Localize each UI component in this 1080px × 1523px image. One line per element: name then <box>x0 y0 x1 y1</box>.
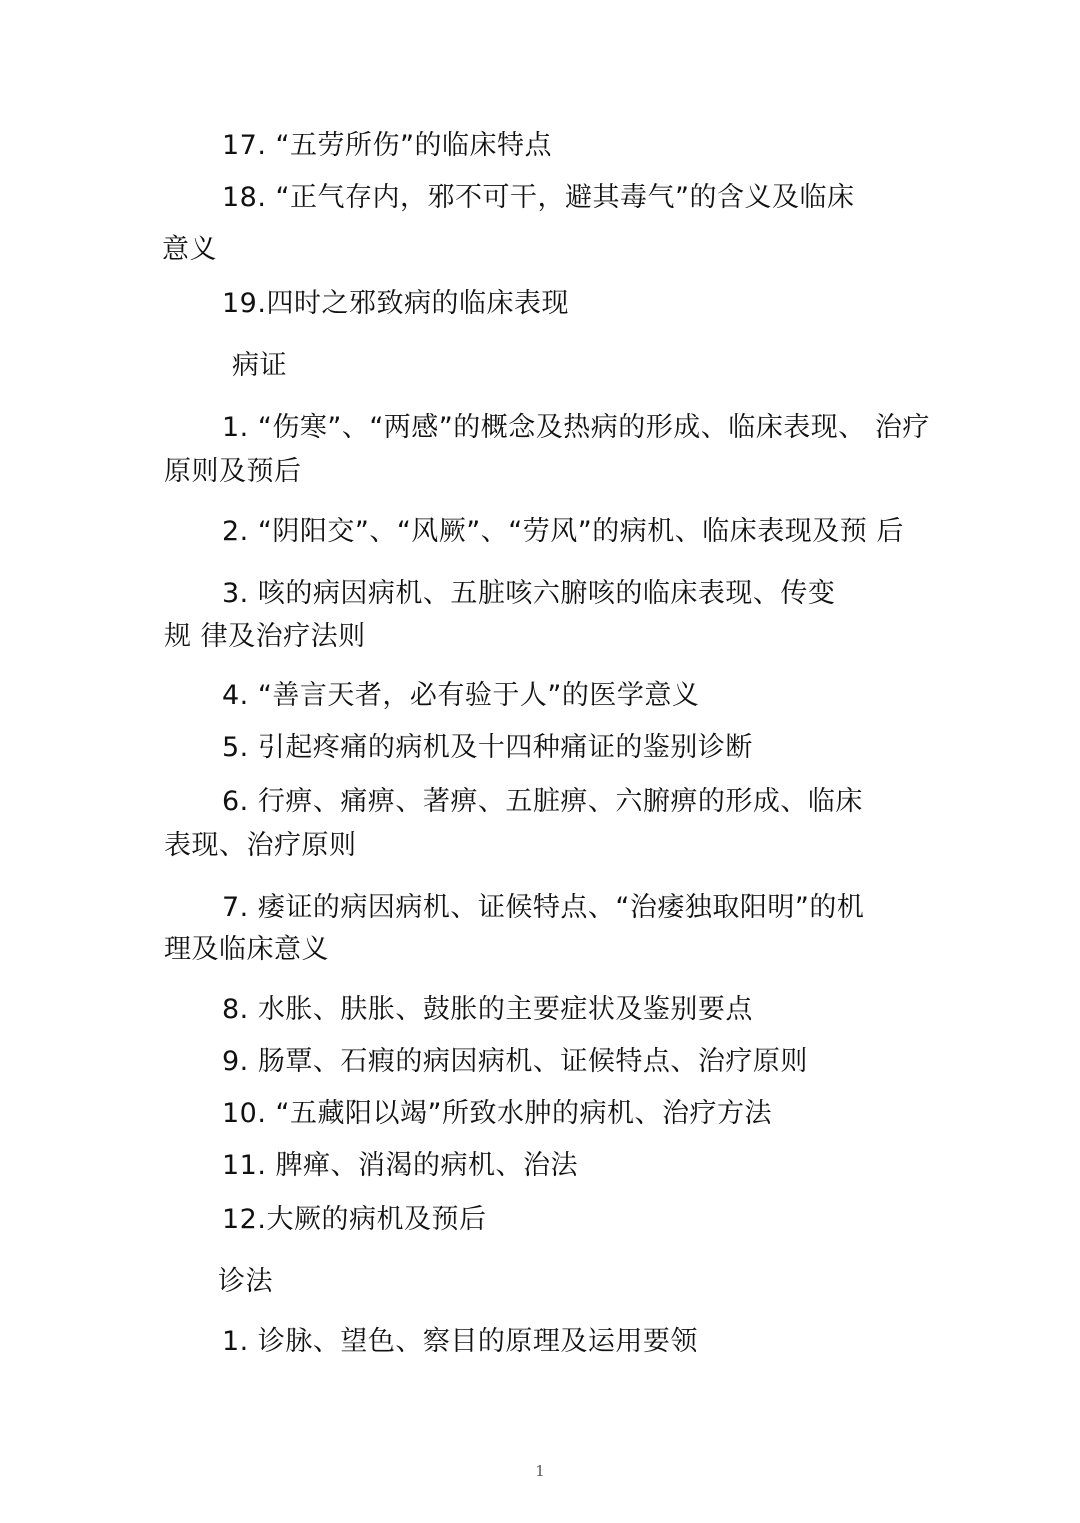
bingzheng-item-6-continuation: 表现、治疗原则 <box>164 830 357 861</box>
bingzheng-item-10-line: 10. “五藏阳以竭”所致水肿的病机、治疗方法 <box>222 1098 772 1129</box>
bingzheng-item-4-line: 4. “善言天者，必有验于人”的医学意义 <box>222 680 700 711</box>
bingzheng-item-2-line: 2. “阴阳交”、“风厥”、“劳风”的病机、临床表现及预 后 <box>222 516 904 547</box>
item-18-line: 18. “正气存内，邪不可干，避其毒气”的含义及临床 <box>222 182 855 213</box>
bingzheng-item-8-line: 8. 水胀、肤胀、鼓胀的主要症状及鉴别要点 <box>222 994 753 1025</box>
bingzheng-item-11-line: 11. 脾瘅、消渴的病机、治法 <box>222 1150 579 1181</box>
bingzheng-item-6-line: 6. 行痹、痛痹、著痹、五脏痹、六腑痹的形成、临床 <box>222 786 863 817</box>
item-19-line: 19.四时之邪致病的临床表现 <box>222 288 569 319</box>
bingzheng-item-9-line: 9. 肠覃、石瘕的病因病机、证候特点、治疗原则 <box>222 1046 808 1077</box>
bingzheng-item-3-line: 3. 咳的病因病机、五脏咳六腑咳的临床表现、传变 <box>222 578 836 609</box>
bingzheng-item-1-continuation: 原则及预后 <box>164 456 302 487</box>
bingzheng-item-5-line: 5. 引起疼痛的病机及十四种痛证的鉴别诊断 <box>222 732 753 763</box>
zhenfa-item-1-line: 1. 诊脉、望色、察目的原理及运用要领 <box>222 1326 698 1357</box>
bingzheng-item-7-continuation: 理及临床意义 <box>164 934 329 965</box>
bingzheng-item-12-line: 12.大厥的病机及预后 <box>222 1204 487 1235</box>
bingzheng-item-7-line: 7. 痿证的病因病机、证候特点、“治痿独取阳明”的机 <box>222 892 865 923</box>
bingzheng-item-1-line: 1. “伤寒”、“两感”的概念及热病的形成、临床表现、 治疗 <box>222 412 930 443</box>
bingzheng-item-3-continuation: 规 律及治疗法则 <box>164 621 366 652</box>
item-17-line: 17. “五劳所伤”的临床特点 <box>222 130 552 161</box>
section-heading-bingzheng: 病证 <box>232 350 287 381</box>
item-18-continuation: 意义 <box>162 234 217 265</box>
section-heading-zhenfa: 诊法 <box>218 1266 273 1297</box>
page-number: 1 <box>535 1462 545 1480</box>
